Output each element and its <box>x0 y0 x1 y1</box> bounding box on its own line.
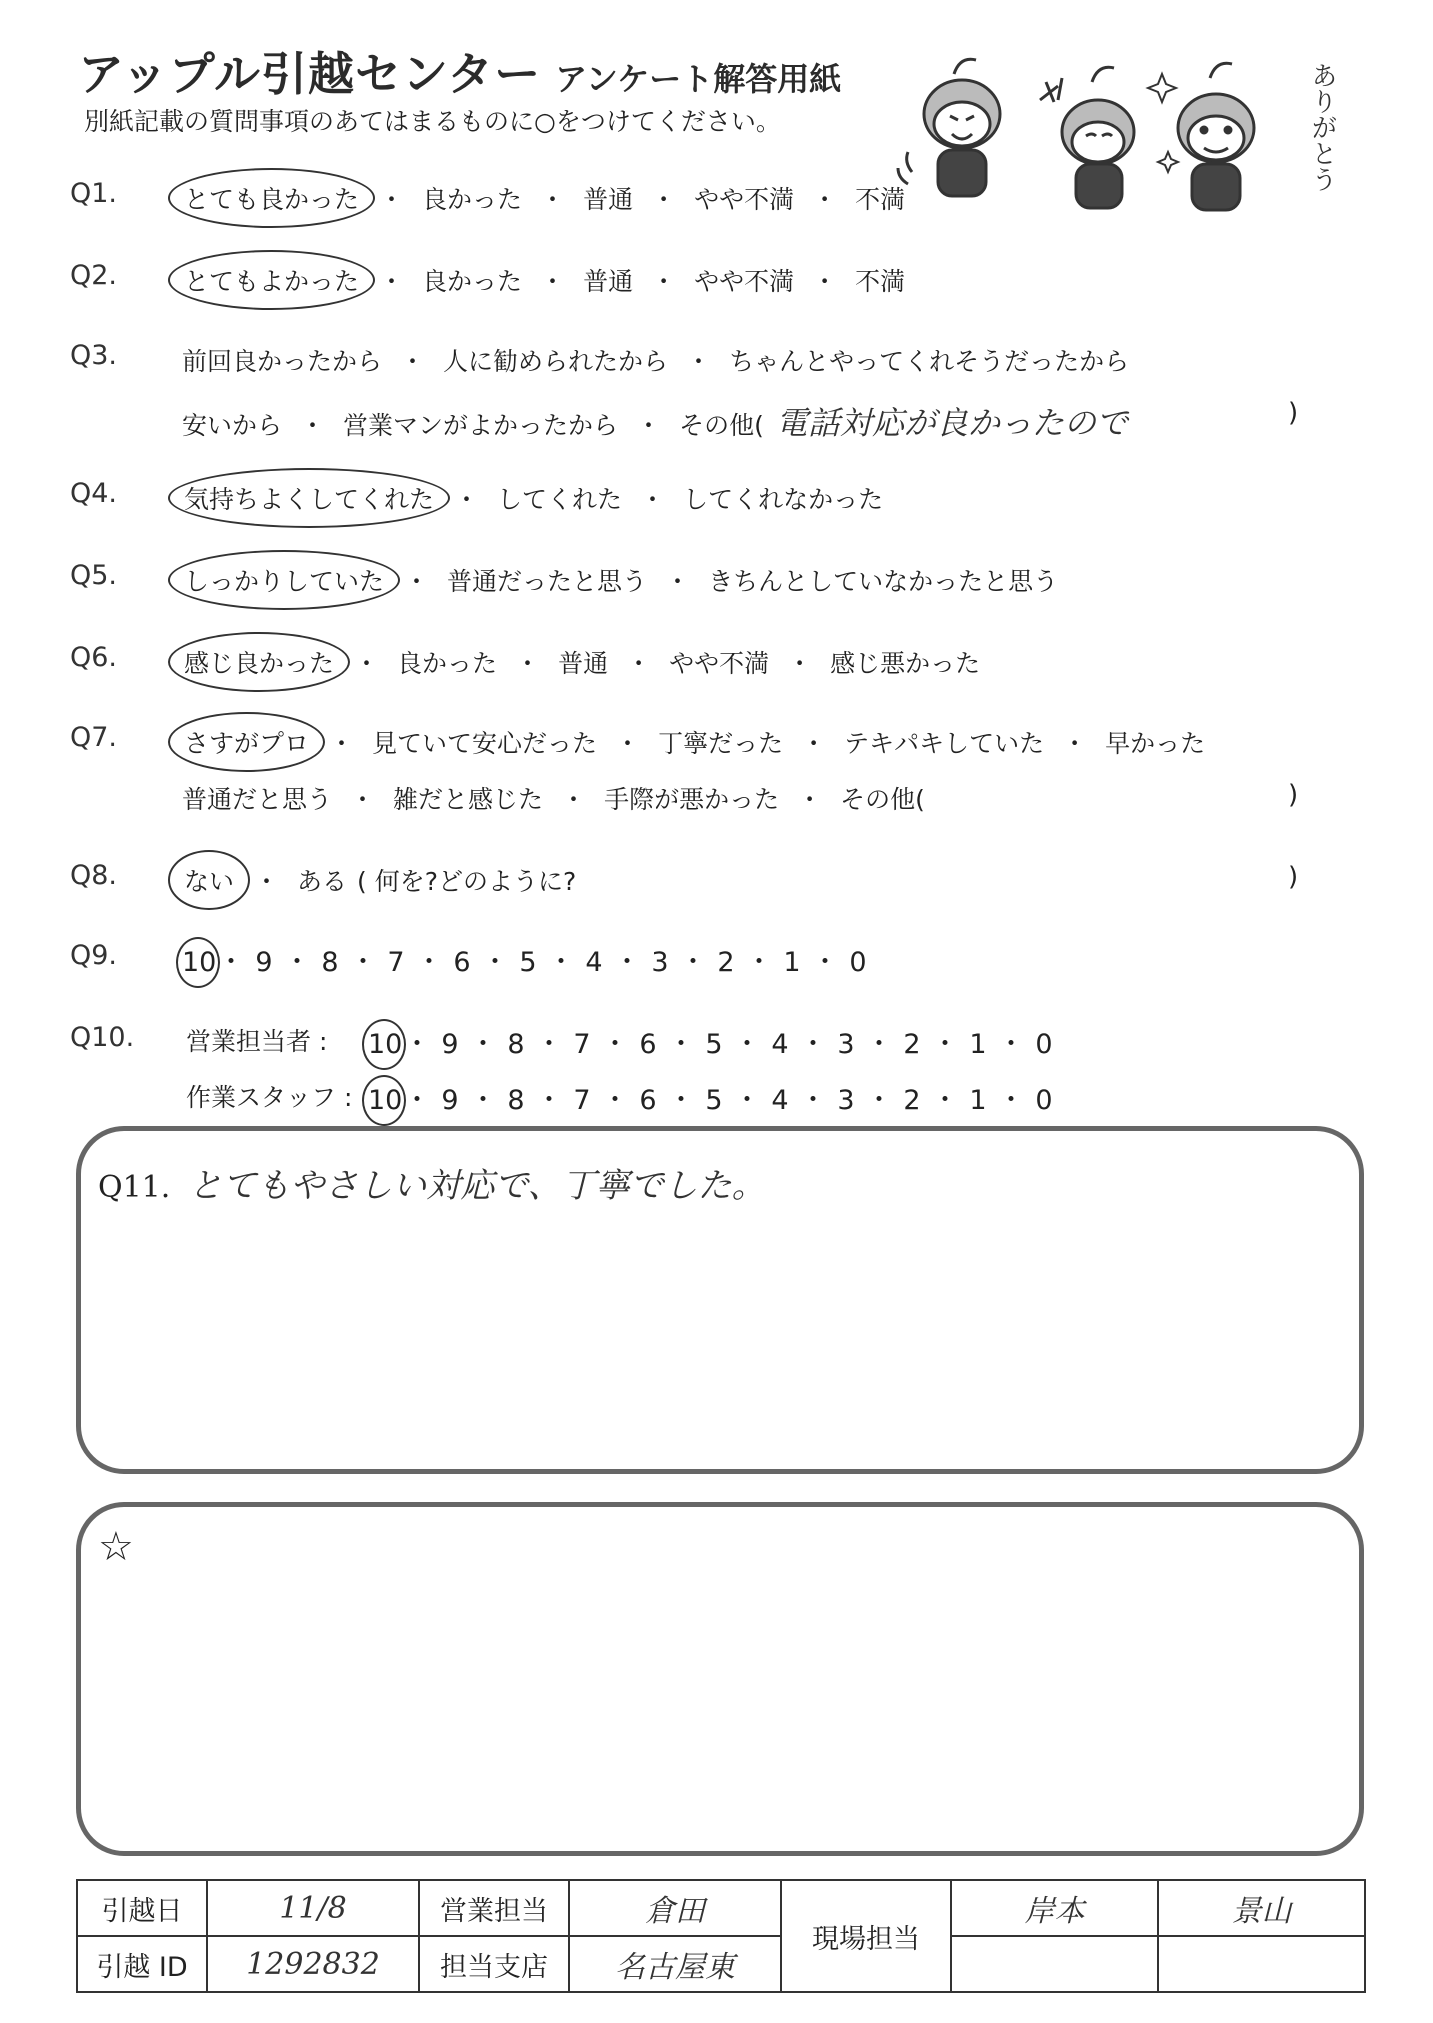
q3-option-4[interactable]: 安いから <box>182 411 283 440</box>
q11-label: Q11. <box>98 1170 171 1205</box>
q3-other-answer[interactable]: 電話対応が良かったので <box>775 404 1128 442</box>
q3-options-line1: 前回良かったから ・ 人に勧められたから ・ ちゃんとやってくれそうだったから <box>182 342 1129 378</box>
q2-option-2[interactable]: 良かった <box>422 267 523 296</box>
move-date-value[interactable]: 11/8 <box>207 1880 419 1936</box>
q4-option-2[interactable]: してくれた <box>497 485 623 514</box>
q10-sales-score-7[interactable]: 7 <box>573 1029 591 1060</box>
q10-staff-score-2[interactable]: 2 <box>903 1085 921 1116</box>
q5-option-3[interactable]: きちんとしていなかったと思う <box>708 567 1059 596</box>
site-staff-value-2[interactable]: 景山 <box>1158 1880 1365 1936</box>
q7-options-line2: 普通だと思う ・ 雑だと感じた ・ 手際が悪かった ・ その他( <box>182 780 925 816</box>
q9-score-8[interactable]: 8 <box>321 947 339 978</box>
thanks-text: ありがとう <box>1307 62 1337 192</box>
q6-option-3[interactable]: 普通 <box>558 649 609 678</box>
q7-option-6[interactable]: 普通だと思う <box>182 785 333 814</box>
form-subtitle: アンケート解答用紙 <box>555 60 842 98</box>
footer-table <box>76 1879 1366 1993</box>
q11-answer-text[interactable]: とてもやさしい対応で、丁寧でした。 <box>188 1166 766 1206</box>
q9-score-0[interactable]: 0 <box>849 947 867 978</box>
move-id-label: 引越 ID <box>77 1936 207 1992</box>
form-title <box>78 38 841 104</box>
q10-staff-score-5[interactable]: 5 <box>705 1085 723 1116</box>
q10-sales-scale: 10・ 9 ・ 8 ・ 7 ・ 6 ・ 5 ・ 4 ・ 3 ・ 2 ・ 1 ・ 0 <box>368 1022 1060 1061</box>
q10-staff-label: 作業スタッフ : <box>186 1083 353 1112</box>
branch-value[interactable]: 名古屋東 <box>569 1936 781 1992</box>
q7-option-3[interactable]: 丁寧だった <box>658 729 784 758</box>
q8-option-1-selected[interactable]: ない <box>168 850 250 910</box>
q9-score-1[interactable]: 1 <box>783 947 801 978</box>
q3-label: Q3. <box>70 340 118 371</box>
q5-option-2[interactable]: 普通だったと思う <box>447 567 648 596</box>
q10-sales-score-6[interactable]: 6 <box>639 1029 657 1060</box>
q10-staff-score-10-selected[interactable]: 10 <box>362 1075 406 1126</box>
q2-option-1-selected[interactable]: とてもよかった <box>168 250 375 310</box>
q9-score-2[interactable]: 2 <box>717 947 735 978</box>
q1-option-1-selected[interactable]: とても良かった <box>168 168 375 228</box>
q9-label: Q9. <box>70 940 118 971</box>
q9-scale: 10・ 9 ・ 8 ・ 7 ・ 6 ・ 5 ・ 4 ・ 3 ・ 2 ・ 1 ・ 0 <box>182 940 874 979</box>
q7-option-2[interactable]: 見ていて安心だった <box>372 729 598 758</box>
q10-sales-score-9[interactable]: 9 <box>441 1029 459 1060</box>
q7-label: Q7. <box>70 722 118 753</box>
q7-option-5[interactable]: 早かった <box>1105 729 1206 758</box>
q8-label: Q8. <box>70 860 118 891</box>
monkey-icon <box>1178 63 1254 210</box>
q7-option-7[interactable]: 雑だと感じた <box>393 785 544 814</box>
q3-option-other-label: その他( <box>679 411 764 440</box>
q7-close-paren: ) <box>1288 780 1299 810</box>
q1-options: とても良かった ・ 良かった ・ 普通 ・ やや不満 ・ 不満 <box>182 180 905 216</box>
q8-option-2[interactable]: ある <box>297 867 348 896</box>
q2-option-3[interactable]: 普通 <box>583 267 634 296</box>
branch-label: 担当支店 <box>419 1936 569 1992</box>
q1-option-3[interactable]: 普通 <box>583 185 634 214</box>
q4-label: Q4. <box>70 478 118 509</box>
q3-option-3[interactable]: ちゃんとやってくれそうだったから <box>729 347 1130 376</box>
q10-sales-score-1[interactable]: 1 <box>969 1029 987 1060</box>
q9-score-5[interactable]: 5 <box>519 947 537 978</box>
q8-close-paren: ) <box>1288 862 1299 892</box>
q9-score-6[interactable]: 6 <box>453 947 471 978</box>
q10-staff-score-8[interactable]: 8 <box>507 1085 525 1116</box>
q7-option-other-label: その他( <box>840 785 925 814</box>
q7-option-8[interactable]: 手際が悪かった <box>604 785 780 814</box>
q4-options: 気持ちよくしてくれた ・ してくれた ・ してくれなかった <box>182 480 883 516</box>
q9-score-7[interactable]: 7 <box>387 947 405 978</box>
q2-option-4[interactable]: やや不満 <box>694 267 795 296</box>
company-name: アップル引越センター <box>78 47 542 101</box>
q10-sales-score-2[interactable]: 2 <box>903 1029 921 1060</box>
q3-option-2[interactable]: 人に勧められたから <box>443 347 669 376</box>
q9-score-9[interactable]: 9 <box>255 947 273 978</box>
q2-options: とてもよかった ・ 良かった ・ 普通 ・ やや不満 ・ 不満 <box>182 262 905 298</box>
q10-sales-score-4[interactable]: 4 <box>771 1029 789 1060</box>
q10-sales-score-0[interactable]: 0 <box>1035 1029 1053 1060</box>
q5-options: しっかりしていた ・ 普通だったと思う ・ きちんとしていなかったと思う <box>182 562 1058 598</box>
move-id-value[interactable]: 1292832 <box>207 1936 419 1992</box>
instruction-text: 別紙記載の質問事項のあてはまるものに○をつけてください。 <box>84 107 781 136</box>
site-staff-empty-1[interactable] <box>951 1936 1158 1992</box>
monkey-mascots-illustration <box>892 52 1342 222</box>
q6-options: 感じ良かった ・ 良かった ・ 普通 ・ やや不満 ・ 感じ悪かった <box>182 644 980 680</box>
monkey-icon <box>1040 67 1134 208</box>
q6-label: Q6. <box>70 642 118 673</box>
q3-options-line2: 安いから ・ 営業マンがよかったから ・ その他( 電話対応が良かったので <box>182 398 1128 444</box>
q10-staff-score-3[interactable]: 3 <box>837 1085 855 1116</box>
q1-option-4[interactable]: やや不満 <box>694 185 795 214</box>
q1-option-2[interactable]: 良かった <box>422 185 523 214</box>
q8-detail-prompt: ( 何を?どのように? <box>357 867 577 896</box>
q3-option-5[interactable]: 営業マンがよかったから <box>343 411 619 440</box>
q3-option-1[interactable]: 前回良かったから <box>182 347 383 376</box>
q11-line <box>98 1158 766 1207</box>
q4-option-1-selected[interactable]: 気持ちよくしてくれた <box>168 468 450 528</box>
q10-staff-score-9[interactable]: 9 <box>441 1085 459 1116</box>
q10-sales-score-5[interactable]: 5 <box>705 1029 723 1060</box>
q6-option-1-selected[interactable]: 感じ良かった <box>168 632 350 692</box>
star-icon: ☆ <box>98 1524 134 1570</box>
monkey-icon <box>898 59 1000 196</box>
q2-label: Q2. <box>70 260 118 291</box>
sales-rep-value[interactable]: 倉田 <box>569 1880 781 1936</box>
q1-label: Q1. <box>70 178 118 209</box>
q1-option-5[interactable]: 不満 <box>855 185 906 214</box>
q10-staff-score-1[interactable]: 1 <box>969 1085 987 1116</box>
q10-staff-score-7[interactable]: 7 <box>573 1085 591 1116</box>
q7-options-line1: さすがプロ ・ 見ていて安心だった ・ 丁寧だった ・ テキパキしていた ・ 早かった <box>182 724 1205 760</box>
sales-rep-label: 営業担当 <box>419 1880 569 1936</box>
q2-option-5[interactable]: 不満 <box>855 267 906 296</box>
q10-staff-score-4[interactable]: 4 <box>771 1085 789 1116</box>
q10-staff-score-6[interactable]: 6 <box>639 1085 657 1116</box>
q5-option-1-selected[interactable]: しっかりしていた <box>168 550 400 610</box>
q6-option-4[interactable]: やや不満 <box>669 649 770 678</box>
q10-staff-scale: 10・ 9 ・ 8 ・ 7 ・ 6 ・ 5 ・ 4 ・ 3 ・ 2 ・ 1 ・ 0 <box>368 1078 1060 1117</box>
q9-score-10-selected[interactable]: 10 <box>176 937 220 988</box>
q10-label: Q10. <box>70 1022 135 1053</box>
q6-option-2[interactable]: 良かった <box>397 649 498 678</box>
site-staff-empty-2[interactable] <box>1158 1936 1365 1992</box>
q8-options: ない ・ ある ( 何を?どのように? <box>182 862 576 898</box>
q10-sales-score-10-selected[interactable]: 10 <box>362 1019 406 1070</box>
q9-score-3[interactable]: 3 <box>651 947 669 978</box>
q9-score-4[interactable]: 4 <box>585 947 603 978</box>
q4-option-3[interactable]: してくれなかった <box>683 485 884 514</box>
site-staff-label: 現場担当 <box>781 1880 951 1992</box>
move-date-label: 引越日 <box>77 1880 207 1936</box>
q10-sales-score-8[interactable]: 8 <box>507 1029 525 1060</box>
site-staff-value-1[interactable]: 岸本 <box>951 1880 1158 1936</box>
q10-staff-score-0[interactable]: 0 <box>1035 1085 1053 1116</box>
q7-option-4[interactable]: テキパキしていた <box>844 729 1045 758</box>
q3-close-paren: ) <box>1288 398 1299 428</box>
q7-option-1-selected[interactable]: さすがプロ <box>168 712 325 772</box>
q10-sales-label: 営業担当者 : <box>186 1027 328 1056</box>
q5-label: Q5. <box>70 560 118 591</box>
q6-option-5[interactable]: 感じ悪かった <box>830 649 981 678</box>
q10-sales-score-3[interactable]: 3 <box>837 1029 855 1060</box>
comment-box[interactable] <box>76 1502 1364 1856</box>
